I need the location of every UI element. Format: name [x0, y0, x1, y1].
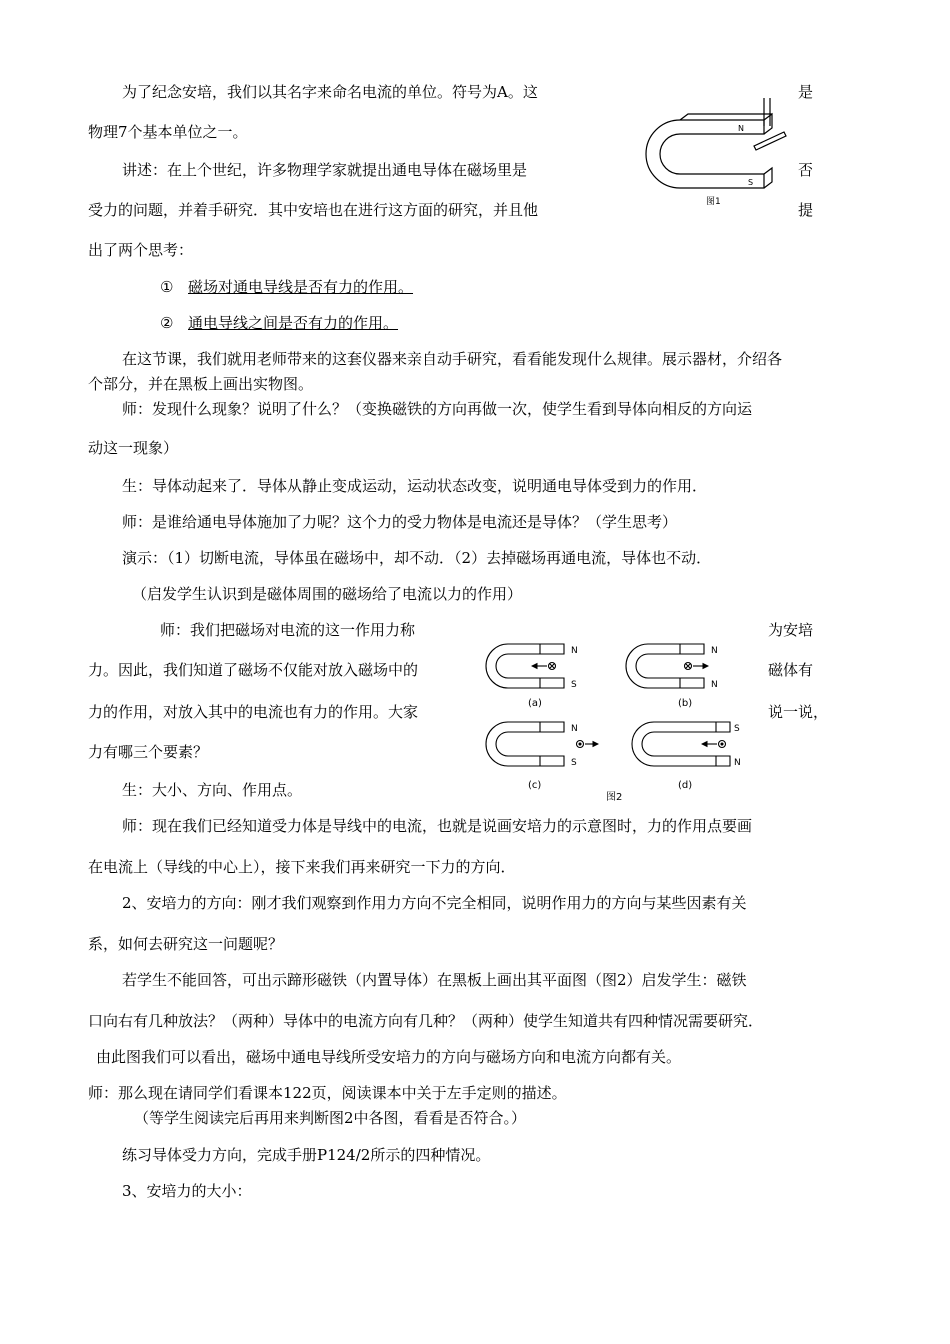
- panel-a-top-pole: N: [571, 646, 578, 656]
- paragraph-line: 系，如何去研究这一问题呢？: [88, 935, 284, 953]
- paragraph-line: 力有哪三个要素？: [88, 743, 209, 761]
- panel-c-label: (c): [528, 780, 542, 791]
- panel-a-bottom-pole: S: [571, 680, 577, 690]
- paragraph-line: 演示：（1）切断电流，导体虽在磁场中，却不动．（2）去掉磁场再通电流，导体也不动．: [122, 549, 712, 567]
- paragraph-line: 生：大小、方向、作用点。: [122, 781, 303, 799]
- paragraph-line: 师：我们把磁场对电流的这一作用力称: [160, 621, 416, 639]
- figure-2-caption: 图2: [606, 792, 623, 803]
- paragraph-line: 磁体有: [768, 661, 814, 679]
- paragraph-line: 师：是谁给通电导体施加了力呢？这个力的受力物体是电流还是导体？（学生思考）: [122, 513, 678, 531]
- panel-b-label: (b): [678, 698, 693, 709]
- paragraph-line: 说一说，: [768, 703, 829, 721]
- panel-d-label: (d): [678, 780, 693, 791]
- paragraph-line: 个部分，并在黑板上画出实物图。: [88, 375, 314, 393]
- panel-d-bottom-pole: N: [734, 758, 741, 768]
- question-number: ①: [160, 278, 174, 296]
- paragraph-line: 物理7个基本单位之一。: [88, 123, 248, 141]
- paragraph-line: 师：现在我们已经知道受力体是导线中的电流，也就是说画安培力的示意图时，力的作用点要画: [122, 817, 753, 835]
- paragraph-line: 2、安培力的方向：刚才我们观察到作用力方向不完全相同，说明作用力的方向与某些因素有关: [122, 894, 747, 912]
- paragraph-line: （启发学生认识到是磁体周围的磁场给了电流以力的作用）: [132, 585, 523, 603]
- paragraph-line: 提: [798, 201, 814, 219]
- paragraph-line: 师：发现什么现象？说明了什么？（变换磁铁的方向再做一次，使学生看到导体向相反的方向运: [122, 400, 753, 418]
- panel-d-top-pole: S: [734, 724, 740, 734]
- south-pole-label: S: [748, 178, 754, 187]
- panel-c-bottom-pole: S: [571, 758, 577, 768]
- panel-b-top-pole: N: [711, 646, 718, 656]
- paragraph-line: 出了两个思考：: [88, 241, 194, 259]
- paragraph-line: 动这一现象）: [88, 439, 179, 457]
- paragraph-line: 力的作用，对放入其中的电流也有力的作用。大家: [88, 703, 419, 721]
- panel-b-bottom-pole: N: [711, 680, 718, 690]
- figure-1-caption: 图1: [706, 197, 721, 207]
- question-number: ②: [160, 314, 174, 332]
- paragraph-line: 口向右有几种放法？（两种）导体中的电流方向有几种？（两种）使学生知道共有四种情况需要研究．: [88, 1012, 764, 1030]
- paragraph-line: 为安培: [768, 621, 814, 639]
- paragraph-line: 3、安培力的大小：: [122, 1182, 252, 1200]
- paragraph-line: 在电流上（导线的中心上），接下来我们再来研究一下力的方向．: [88, 858, 516, 876]
- paragraph-line: 师：那么现在请同学们看课本122页，阅读课本中关于左手定则的描述。: [88, 1084, 567, 1102]
- question-text: 磁场对通电导线是否有力的作用。: [188, 278, 414, 296]
- paragraph-line: 力。因此，我们知道了磁场不仅能对放入磁场中的: [88, 661, 419, 679]
- question-text: 通电导线之间是否有力的作用。: [188, 314, 399, 332]
- paragraph-line: 由此图我们可以看出，磁场中通电导线所受安培力的方向与磁场方向和电流方向都有关。: [96, 1048, 682, 1066]
- panel-a-label: (a): [528, 698, 542, 709]
- paragraph-line: 为了纪念安培，我们以其名字来命名电流的单位。符号为A。这: [122, 83, 538, 101]
- paragraph-line: 讲述：在上个世纪，许多物理学家就提出通电导体在磁场里是: [122, 161, 528, 179]
- paragraph-line: （等学生阅读完后再用来判断图2中各图，看看是否符合。）: [134, 1109, 527, 1127]
- paragraph-line: 在这节课，我们就用老师带来的这套仪器来亲自动手研究，看看能发现什么规律。展示器材，介绍各: [122, 350, 783, 368]
- paragraph-line: 否: [798, 161, 814, 179]
- paragraph-line: 练习导体受力方向，完成手册P124/2所示的四种情况。: [122, 1146, 491, 1164]
- figure-1-horseshoe-magnet: [636, 96, 796, 208]
- paragraph-line: 生：导体动起来了．导体从静止变成运动，运动状态改变，说明通电导体受到力的作用．: [122, 477, 708, 495]
- north-pole-label: N: [738, 124, 744, 133]
- paragraph-line: 若学生不能回答，可出示蹄形磁铁（内置导体）在黑板上画出其平面图（图2）启发学生：磁铁: [122, 971, 747, 989]
- paragraph-line: 受力的问题，并着手研究．其中安培也在进行这方面的研究，并且他: [88, 201, 539, 219]
- figure-2-four-configurations: [482, 638, 744, 808]
- panel-c-top-pole: N: [571, 724, 578, 734]
- paragraph-line: 是: [798, 83, 814, 101]
